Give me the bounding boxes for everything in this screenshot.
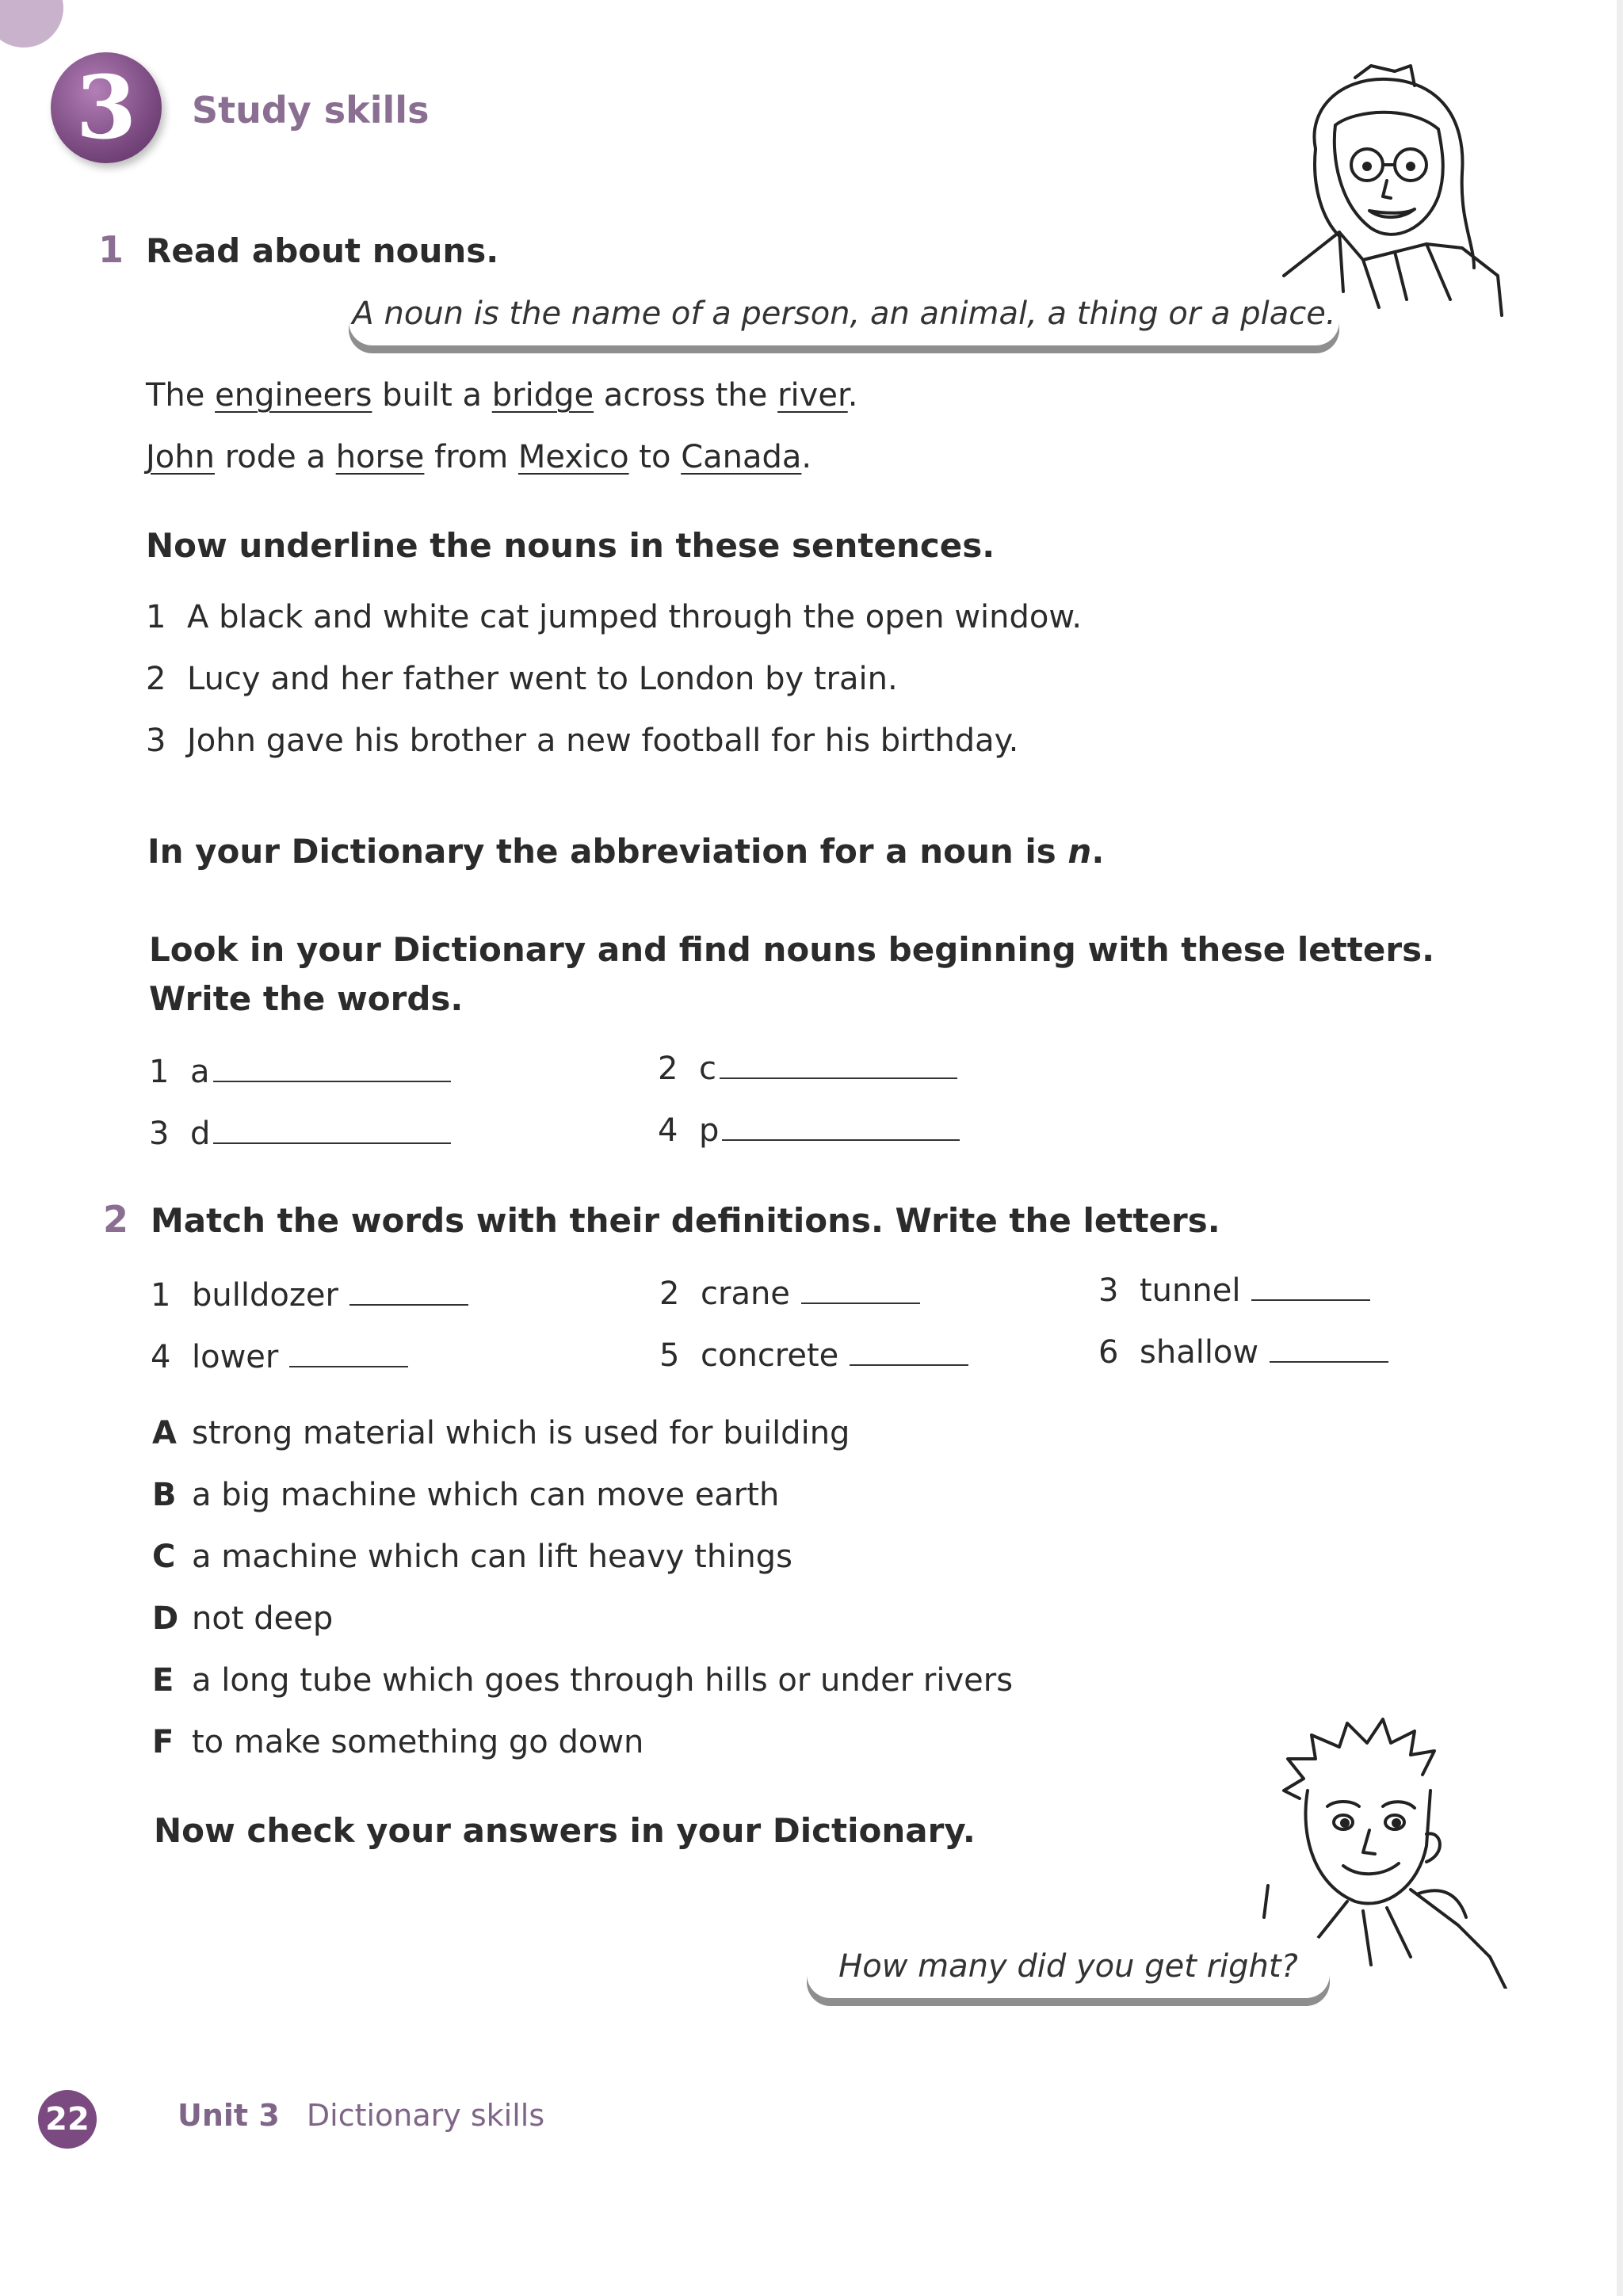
question-1-heading: Read about nouns. <box>146 231 499 270</box>
definition-d <box>152 1600 333 1637</box>
check-instruction: Now check your answers in your Dictionary. <box>154 1811 976 1850</box>
answer-blank[interactable] <box>1270 1360 1388 1363</box>
unit-number: 3 <box>75 56 137 158</box>
unit-badge <box>51 52 162 163</box>
definition-a <box>152 1415 850 1451</box>
letter-prefix: c <box>699 1051 716 1087</box>
page-number: 22 <box>45 2101 90 2138</box>
definition-text: a big machine which can move earth <box>192 1477 780 1513</box>
abbreviation-end: . <box>1091 832 1105 871</box>
example-noun: bridge <box>491 377 594 414</box>
example-noun: Mexico <box>517 439 629 475</box>
definition-f <box>152 1724 643 1760</box>
example-sentence-2 <box>146 439 812 475</box>
answer-blank[interactable] <box>850 1363 968 1366</box>
score-question-text: How many did you get right? <box>838 1948 1298 1985</box>
example-text: The <box>146 377 216 414</box>
page-title: Study skills <box>192 89 430 132</box>
noun-definition-bubble <box>349 282 1339 345</box>
find-instruction-line-2: Write the words. <box>149 979 464 1018</box>
letter-prefix: a <box>190 1054 210 1090</box>
letter-item-4 <box>658 1112 960 1149</box>
match-word-5 <box>659 1337 968 1374</box>
letter-number: 1 <box>149 1054 170 1090</box>
letter-prefix: d <box>190 1116 211 1152</box>
find-instruction-line-1: Look in your Dictionary and find nouns beginning with these letters. <box>149 930 1435 969</box>
word-number: 4 <box>151 1339 171 1375</box>
letter-item-2 <box>658 1051 957 1087</box>
match-word-1 <box>151 1277 468 1314</box>
example-text: from <box>424 439 518 475</box>
score-question-bubble <box>807 1935 1330 1998</box>
word-text: tunnel <box>1140 1272 1241 1309</box>
definition-letter: C <box>152 1539 176 1575</box>
definition-text: strong material which is used for building <box>192 1415 850 1451</box>
word-text: crane <box>701 1276 790 1312</box>
match-word-2 <box>659 1276 920 1312</box>
sentence-1 <box>146 599 1082 635</box>
definition-letter: B <box>152 1477 177 1513</box>
example-noun: horse <box>335 439 425 475</box>
sentence-number: 3 <box>146 723 166 759</box>
match-word-4 <box>151 1339 408 1375</box>
definition-text: a machine which can lift heavy things <box>192 1539 792 1575</box>
example-noun: engineers <box>215 377 372 414</box>
sentence-text: A black and white cat jumped through the open window. <box>187 599 1083 635</box>
definition-text: not deep <box>192 1600 334 1637</box>
match-word-3 <box>1098 1272 1370 1309</box>
letter-item-3 <box>149 1116 451 1152</box>
sentence-number: 2 <box>146 661 166 697</box>
word-text: shallow <box>1140 1334 1259 1371</box>
sentence-text: Lucy and her father went to London by train. <box>187 661 898 697</box>
question-2-heading: Match the words with their definitions. Write the letters. <box>151 1201 1220 1240</box>
sentence-3 <box>146 723 1018 759</box>
question-1-number: 1 <box>98 228 124 271</box>
example-sentence-1 <box>146 377 857 414</box>
definition-letter: E <box>152 1662 174 1699</box>
example-text: built a <box>372 377 492 414</box>
answer-blank[interactable] <box>1251 1298 1370 1301</box>
word-number: 6 <box>1098 1334 1119 1371</box>
definition-b <box>152 1477 779 1513</box>
word-number: 2 <box>659 1276 680 1312</box>
letter-prefix: p <box>699 1112 720 1149</box>
letter-number: 3 <box>149 1116 170 1152</box>
definition-letter: A <box>152 1415 177 1451</box>
example-text: . <box>801 439 812 475</box>
answer-blank[interactable] <box>801 1301 920 1304</box>
letter-item-1 <box>149 1054 451 1090</box>
answer-blank[interactable] <box>349 1302 468 1306</box>
noun-definition-text: A noun is the name of a person, an animal, a thing or a place. <box>352 296 1336 332</box>
definition-e <box>152 1662 1013 1699</box>
footer-unit <box>178 2098 544 2133</box>
abbreviation-note <box>147 832 1104 871</box>
page-edge <box>1617 0 1623 2296</box>
abbreviation-letter: n <box>1067 832 1092 871</box>
word-text: concrete <box>701 1337 839 1374</box>
answer-blank[interactable] <box>213 1079 451 1082</box>
sentence-number: 1 <box>146 599 166 635</box>
word-text: bulldozer <box>192 1277 338 1314</box>
answer-blank[interactable] <box>213 1141 451 1144</box>
underline-instruction: Now underline the nouns in these sentences. <box>146 526 995 565</box>
answer-blank[interactable] <box>289 1364 408 1367</box>
match-word-6 <box>1098 1334 1388 1371</box>
question-2-number: 2 <box>103 1198 129 1241</box>
word-text: lower <box>192 1339 279 1375</box>
answer-blank[interactable] <box>720 1076 957 1079</box>
word-number: 5 <box>659 1337 680 1374</box>
definition-text: to make something go down <box>192 1724 644 1760</box>
example-noun: Canada <box>681 439 802 475</box>
definition-text: a long tube which goes through hills or under rivers <box>192 1662 1014 1699</box>
page-number-badge <box>38 2090 97 2149</box>
letter-number: 2 <box>658 1051 678 1087</box>
footer-unit-label: Unit 3 <box>178 2098 280 2133</box>
example-text: across the <box>594 377 778 414</box>
example-text: rode a <box>214 439 336 475</box>
definition-c <box>152 1539 792 1575</box>
abbreviation-text: In your Dictionary the abbreviation for a noun is <box>147 832 1068 871</box>
example-noun: John <box>146 439 215 475</box>
definition-letter: D <box>152 1600 179 1637</box>
word-number: 3 <box>1098 1272 1119 1309</box>
example-text: to <box>628 439 682 475</box>
footer-unit-title: Dictionary skills <box>306 2098 545 2133</box>
word-number: 1 <box>151 1277 171 1314</box>
sentence-text: John gave his brother a new football for his birthday. <box>187 723 1019 759</box>
answer-blank[interactable] <box>722 1138 960 1141</box>
example-text: . <box>847 377 858 414</box>
sentence-2 <box>146 661 898 697</box>
example-noun: river <box>777 377 848 414</box>
corner-decoration <box>0 0 63 48</box>
letter-number: 4 <box>658 1112 678 1149</box>
definition-letter: F <box>152 1724 174 1760</box>
